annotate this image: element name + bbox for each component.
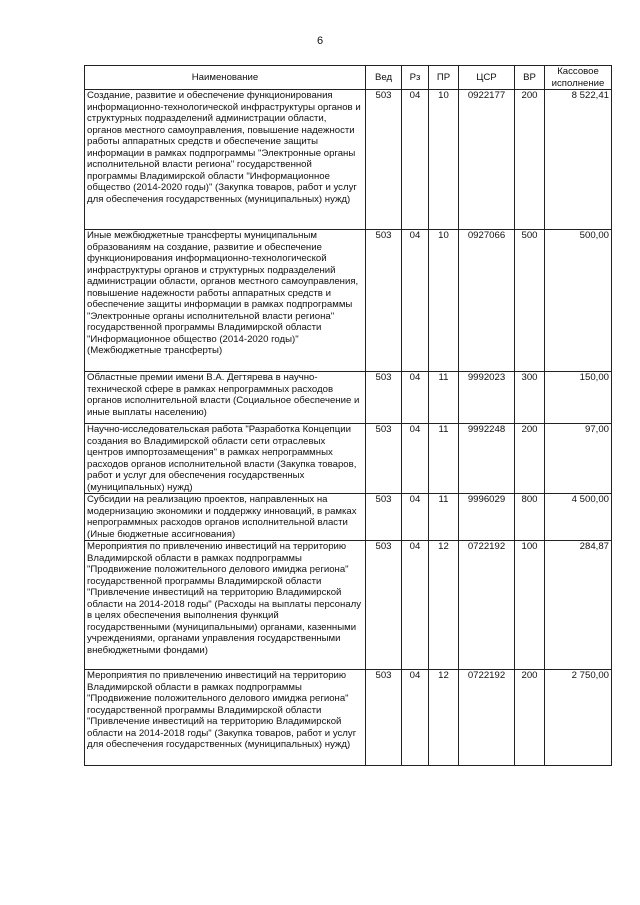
- row-name: Мероприятия по привлечению инвестиций на территорию Владимирской области в рамках подпрограммы "Продвижение положительного делового имиджа региона" государственной программы Владимирской области "Привлечение инвестиций на территорию Владимирской области на 2014-2018 годы" (Расходы на выплаты персоналу в целях обеспечения выполнения функций государственными (муниципальными) органами, казенными учреждениями, органами управления государственными внебюджетными фондами): [85, 541, 366, 670]
- row-name: Субсидии на реализацию проектов, направленных на модернизацию экономики и поддержку инноваций, в рамках непрограммных расходов органов исполнительной власти (Иные бюджетные ассигнования): [85, 494, 366, 541]
- table-row: [85, 90, 612, 230]
- row-rz: 04: [402, 424, 429, 494]
- row-rz: 04: [402, 541, 429, 670]
- row-pr: 11: [429, 372, 459, 424]
- row-csr: 9996029: [459, 494, 515, 541]
- row-vr: 300: [515, 372, 545, 424]
- row-ved: 503: [366, 494, 402, 541]
- row-rz: 04: [402, 230, 429, 372]
- table-row: [85, 541, 612, 670]
- row-ved: 503: [366, 670, 402, 766]
- row-ved: 503: [366, 424, 402, 494]
- row-pr: 10: [429, 90, 459, 230]
- row-sum: 8 522,41: [545, 90, 612, 230]
- row-sum: 4 500,00: [545, 494, 612, 541]
- row-csr: 0922177: [459, 90, 515, 230]
- row-pr: 11: [429, 494, 459, 541]
- header-ved: Вед: [366, 66, 402, 90]
- row-name: Иные межбюджетные трансферты муниципальным образованиям на создание, развитие и обеспечение функционирования информационно-технологической инфраструктуры органов и структурных подразделений администрации области, органов местного самоуправления, повышение надежности работы аппаратных средств и обеспечение защиты информации в рамках подпрограммы "Электронные органы исполнительной власти региона" государственной программы Владимирской области "Информационное общество (2014-2020 годы)" (Межбюджетные трансферты): [85, 230, 366, 372]
- table-row: [85, 670, 612, 766]
- header-rz: Рз: [402, 66, 429, 90]
- row-name: Мероприятия по привлечению инвестиций на территорию Владимирской области в рамках подпрограммы "Продвижение положительного делового имиджа региона" государственной программы Владимирской области "Привлечение инвестиций на территорию Владимирской области на 2014-2018 годы" (Закупка товаров, работ и услуг для обеспечения государственных (муниципальных) нужд): [85, 670, 366, 766]
- row-sum: 97,00: [545, 424, 612, 494]
- table-header-row: [85, 66, 612, 90]
- table-row: [85, 230, 612, 372]
- row-vr: 500: [515, 230, 545, 372]
- header-pr: ПР: [429, 66, 459, 90]
- row-csr: 0927066: [459, 230, 515, 372]
- row-ved: 503: [366, 372, 402, 424]
- row-name: Создание, развитие и обеспечение функционирования информационно-технологической инфраструктуры органов и структурных подразделений администрации области, органов местного самоуправления, повышение надежности работы аппаратных средств и обеспечение защиты информации в рамках подпрограммы "Электронные органы исполнительной власти региона" государственной программы Владимирской области "Информационное общество (2014-2020 годы)" (Закупка товаров, работ и услуг для обеспечения государственных (муниципальных) нужд): [85, 90, 366, 230]
- budget-table: [84, 65, 612, 766]
- header-name: Наименование: [85, 66, 366, 90]
- row-rz: 04: [402, 670, 429, 766]
- table-row: [85, 372, 612, 424]
- row-vr: 200: [515, 424, 545, 494]
- page-number: 6: [316, 35, 324, 47]
- row-ved: 503: [366, 230, 402, 372]
- row-sum: 500,00: [545, 230, 612, 372]
- row-ved: 503: [366, 541, 402, 670]
- row-sum: 2 750,00: [545, 670, 612, 766]
- row-sum: 284,87: [545, 541, 612, 670]
- row-sum: 150,00: [545, 372, 612, 424]
- row-vr: 200: [515, 670, 545, 766]
- row-csr: 0722192: [459, 541, 515, 670]
- row-csr: 9992248: [459, 424, 515, 494]
- table-row: [85, 424, 612, 494]
- row-pr: 12: [429, 670, 459, 766]
- row-pr: 11: [429, 424, 459, 494]
- row-csr: 9992023: [459, 372, 515, 424]
- header-sum: Кассовое исполнение: [545, 66, 612, 90]
- header-csr: ЦСР: [459, 66, 515, 90]
- row-name: Областные премии имени В.А. Дегтярева в научно-технической сфере в рамках непрограммных расходов органов исполнительной власти (Социальное обеспечение и иные выплаты населению): [85, 372, 366, 424]
- row-ved: 503: [366, 90, 402, 230]
- row-rz: 04: [402, 372, 429, 424]
- row-rz: 04: [402, 494, 429, 541]
- row-pr: 10: [429, 230, 459, 372]
- header-vr: ВР: [515, 66, 545, 90]
- row-pr: 12: [429, 541, 459, 670]
- row-csr: 0722192: [459, 670, 515, 766]
- row-vr: 200: [515, 90, 545, 230]
- row-rz: 04: [402, 90, 429, 230]
- row-name: Научно-исследовательская работа "Разработка Концепции создания во Владимирской области сети отраслевых центров импортозамещения" в рамках непрограммных расходов органов исполнительной власти (Закупка товаров, работ и услуг для обеспечения государственных (муниципальных) нужд): [85, 424, 366, 494]
- row-vr: 100: [515, 541, 545, 670]
- row-vr: 800: [515, 494, 545, 541]
- table-row: [85, 494, 612, 541]
